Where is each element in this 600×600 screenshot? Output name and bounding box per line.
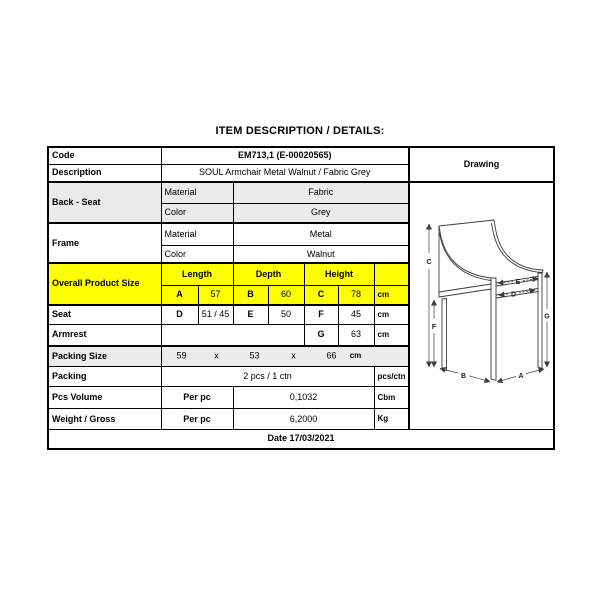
code-value: EM713,1 (E-00020565): [161, 147, 409, 164]
packing-size-x1: x: [214, 350, 219, 361]
frame-color-value: Walnut: [233, 245, 409, 263]
packing-size-label: Packing Size: [48, 346, 161, 367]
dim-label-e: E: [515, 279, 521, 286]
dim-label-b: B: [460, 373, 467, 380]
frame-color-label: Color: [161, 245, 233, 263]
drawing-header: Drawing: [409, 147, 554, 182]
seat-f-value: 45: [338, 305, 374, 325]
description-label: Description: [48, 164, 161, 182]
packing-size-v2: 53: [249, 350, 260, 361]
pcs-volume-unit: Cbm: [374, 387, 409, 409]
packing-size-unit: cm: [349, 351, 362, 361]
frame-label: Frame: [48, 223, 161, 263]
dim-label-a: A: [518, 373, 524, 380]
size-unit-header: [374, 263, 409, 285]
packing-size-values: [161, 346, 409, 367]
height-header: Height: [304, 263, 374, 285]
armrest-empty: [161, 325, 304, 346]
code-label: Code: [48, 147, 161, 164]
date-value: Date 17/03/2021: [48, 430, 554, 449]
drawing-area: [409, 182, 554, 430]
row-date: [48, 430, 554, 449]
weight-label: Weight / Gross: [48, 409, 161, 430]
overall-a-value: 57: [198, 286, 233, 305]
overall-c-key: C: [304, 286, 338, 305]
armrest-g-value: 63: [338, 325, 374, 346]
dim-label-g: G: [544, 313, 550, 321]
armrest-label: Armrest: [48, 325, 161, 346]
packing-size-v3: 66: [326, 350, 337, 361]
overall-unit: cm: [374, 286, 409, 305]
seat-unit: cm: [374, 305, 409, 325]
length-header: Length: [161, 263, 233, 285]
overall-a-key: A: [161, 286, 198, 305]
backseat-color-label: Color: [161, 203, 233, 223]
backseat-label: Back - Seat: [48, 182, 161, 223]
depth-header: Depth: [233, 263, 304, 285]
page-title: ITEM DESCRIPTION / DETAILS:: [215, 125, 385, 137]
overall-b-key: B: [233, 286, 268, 305]
dim-label-d: D: [510, 291, 517, 299]
overall-b-value: 60: [268, 286, 304, 305]
packing-unit: pcs/ctn: [374, 367, 409, 387]
frame-material-label: Material: [161, 223, 233, 245]
seat-d-value: 51 / 45: [198, 305, 233, 325]
packing-size-x2: x: [291, 350, 296, 361]
armchair-outline: [439, 220, 543, 381]
backseat-color-value: Grey: [233, 203, 409, 223]
overall-c-value: 78: [338, 286, 374, 305]
spec-table: [47, 146, 555, 450]
armrest-unit: cm: [374, 325, 409, 346]
dim-label-f: F: [431, 324, 437, 331]
description-value: SOUL Armchair Metal Walnut / Fabric Grey: [161, 164, 409, 182]
backseat-material-label: Material: [161, 182, 233, 203]
seat-d-key: D: [161, 305, 198, 325]
frame-material-value: Metal: [233, 223, 409, 245]
seat-e-key: E: [233, 305, 268, 325]
row-backseat-material: [48, 182, 554, 203]
backseat-material-value: Fabric: [233, 182, 409, 203]
seat-f-key: F: [304, 305, 338, 325]
weight-value: 6,2000: [233, 409, 374, 430]
pcs-volume-label: Pcs Volume: [48, 387, 161, 409]
packing-label: Packing: [48, 367, 161, 387]
overall-size-label: Overall Product Size: [48, 263, 161, 304]
packing-size-v1: 59: [176, 350, 187, 361]
seat-label: Seat: [48, 305, 161, 325]
packing-value: 2 pcs / 1 ctn: [161, 367, 374, 387]
dim-label-c: C: [426, 259, 432, 266]
armrest-g-key: G: [304, 325, 338, 346]
weight-unit: Kg: [374, 409, 409, 430]
row-code: [48, 147, 554, 164]
armchair-drawing: [410, 183, 554, 427]
pcs-volume-value: 0,1032: [233, 387, 374, 409]
pcs-volume-per: Per pc: [161, 387, 233, 409]
weight-per: Per pc: [161, 409, 233, 430]
seat-e-value: 50: [268, 305, 304, 325]
